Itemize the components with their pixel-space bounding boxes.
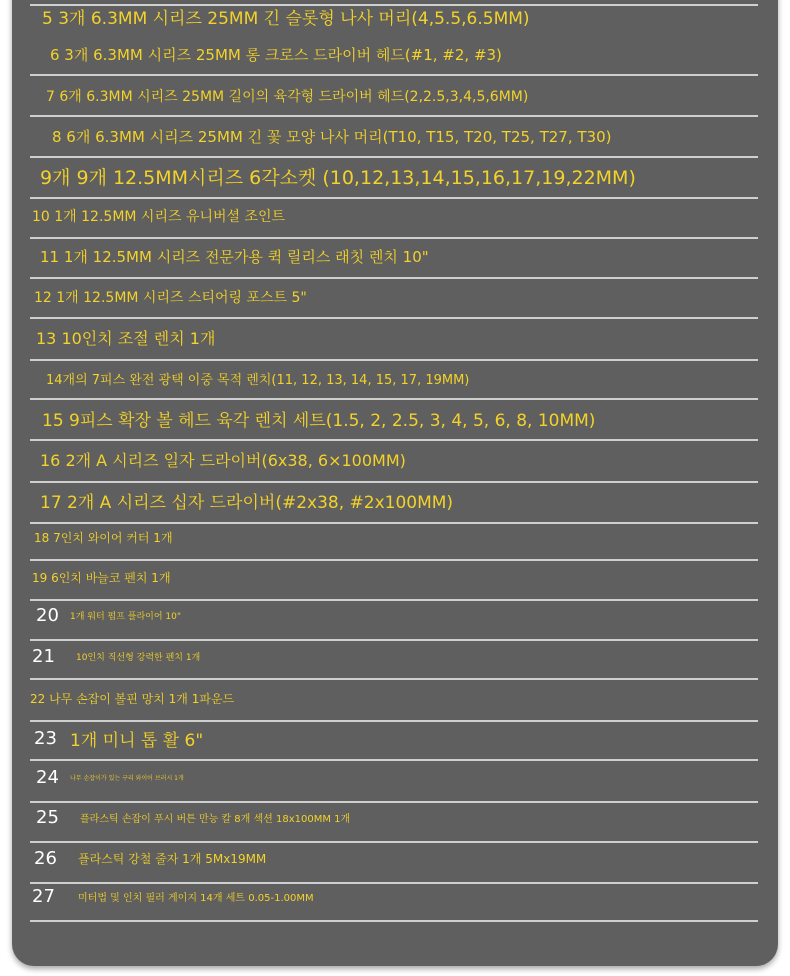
list-item: [30, 44, 758, 76]
item-text: 플라스틱 강철 줄자 1개 5Mx19MM: [78, 852, 267, 866]
item-text: 플라스틱 손잡이 푸시 버튼 만능 칼 8개 섹션 18x100MM 1개: [80, 814, 351, 825]
list-item: [30, 646, 758, 680]
list-item: [30, 807, 758, 841]
item-number: 23: [34, 728, 57, 749]
list-item: [30, 605, 758, 639]
item-text: 10인치 직선형 강력한 펜치 1개: [76, 653, 201, 663]
item-text: 12 1개 12.5MM 시리즈 스티어링 포스트 5": [34, 290, 307, 306]
list-item: [30, 326, 758, 360]
item-number: 26: [34, 848, 57, 869]
list-item: [30, 726, 758, 760]
list-item: [30, 163, 758, 197]
item-number: 20: [36, 605, 59, 626]
list-item: [30, 848, 758, 882]
item-text: 17 2개 A 시리즈 십자 드라이버(#2x38, #2x100MM): [40, 493, 454, 513]
item-text: 5 3개 6.3MM 시리즈 25MM 긴 슬롯형 나사 머리(4,5.5,6.5MM): [42, 9, 530, 29]
item-text: 15 9피스 확장 볼 헤드 육각 렌치 세트(1.5, 2, 2.5, 3, 4, 5, 6, 8, 10MM): [42, 411, 596, 431]
list-item: [30, 246, 758, 278]
item-number: 21: [32, 646, 55, 667]
list-item: [30, 767, 758, 801]
item-text: 6 3개 6.3MM 시리즈 25MM 롱 크로스 드라이버 헤드(#1, #2, #3): [50, 46, 502, 64]
item-text: 7 6개 6.3MM 시리즈 25MM 길이의 육각형 드라이버 헤드(2,2.5,3,4,5,6MM): [46, 89, 529, 105]
item-text: 1개 미니 톱 활 6": [70, 731, 204, 751]
item-text: 미터법 및 인치 필러 게이지 14개 세트 0.05-1.00MM: [78, 893, 314, 904]
item-text: 16 2개 A 시리즈 일자 드라이버(6x38, 6×100MM): [40, 451, 406, 470]
list-item: [30, 126, 758, 158]
item-text: 11 1개 12.5MM 시리즈 전문가용 퀵 릴리스 래칫 렌치 10": [40, 248, 429, 266]
list-item: [30, 529, 758, 561]
list-item: [30, 206, 758, 238]
item-text: 14개의 7피스 완전 광택 이중 목적 렌치(11, 12, 13, 14, 15, 17, 19MM): [46, 373, 470, 388]
item-text: 나무 손잡이가 있는 구리 와이어 브러시 1개: [70, 775, 184, 782]
item-number: 25: [36, 807, 59, 828]
item-text: 22 나무 손잡이 볼핀 망치 1개 1파운드: [30, 692, 235, 706]
item-number: 24: [36, 767, 59, 788]
item-number: 27: [32, 886, 55, 907]
list-item: [30, 448, 758, 480]
item-text: 9개 9개 12.5MM시리즈 6각소켓 (10,12,13,14,15,16,17,19,22MM): [40, 167, 636, 189]
list-item: [30, 488, 758, 522]
item-text: 19 6인치 바늘코 펜치 1개: [32, 571, 171, 585]
list-item: [30, 4, 758, 36]
item-text: 13 10인치 조절 렌치 1개: [36, 329, 216, 348]
list-item: [30, 406, 758, 440]
list-item: [30, 690, 758, 722]
list-item: [30, 569, 758, 601]
item-text: 8 6개 6.3MM 시리즈 25MM 긴 꽃 모양 나사 머리(T10, T15, T20, T25, T27, T30): [52, 128, 612, 146]
item-text: 10 1개 12.5MM 시리즈 유니버셜 조인트: [32, 209, 286, 225]
item-text: 18 7인치 와이어 커터 1개: [34, 531, 173, 545]
list-item: [30, 86, 758, 118]
list-item: [30, 369, 758, 401]
list-item: [30, 287, 758, 319]
list-item: [30, 886, 758, 920]
item-text: 1개 워터 펌프 플라이어 10": [70, 612, 182, 622]
